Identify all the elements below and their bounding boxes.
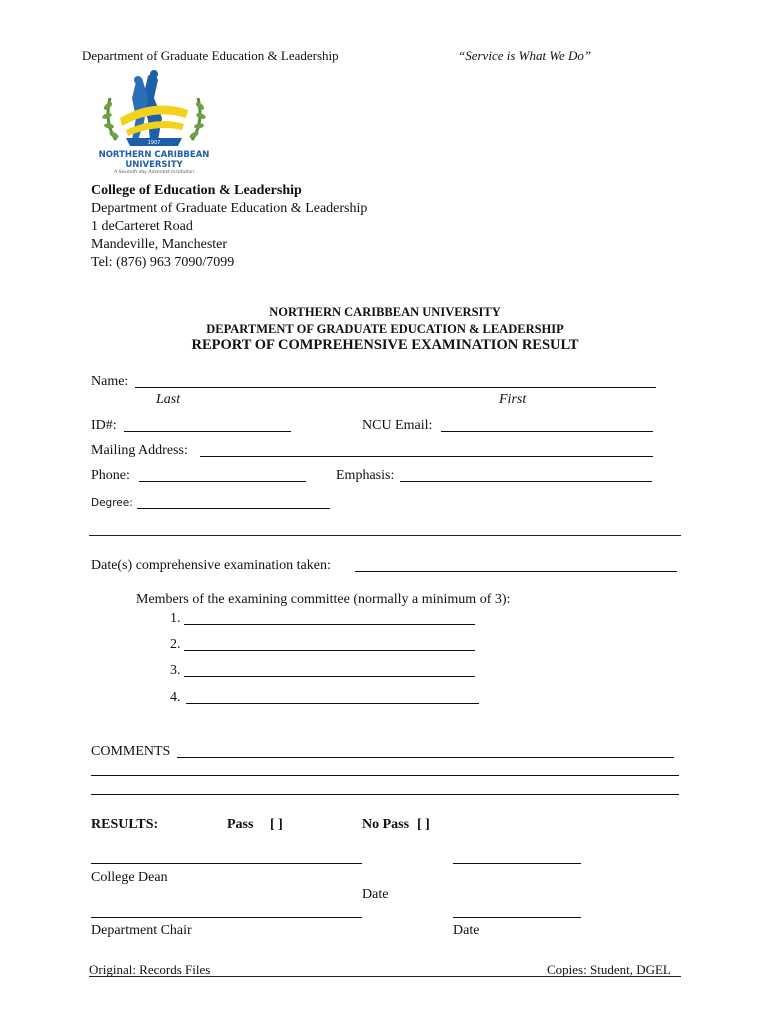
no-pass-checkbox[interactable]: [ ] [417,817,430,832]
logo-wordmark [96,150,212,176]
pass-label: Pass [227,817,254,832]
name-label: Name: [91,374,129,389]
comments-field[interactable] [91,761,679,776]
header-department: Department of Graduate Education & Leadership [82,48,339,63]
committee-member-field[interactable] [184,636,475,651]
address-department: Department of Graduate Education & Leadership [91,201,368,216]
title-department: DEPARTMENT OF GRADUATE EDUCATION & LEADERSHIP [206,322,564,336]
committee-member-field[interactable] [184,610,475,625]
comments-label: COMMENTS [91,744,171,759]
committee-member-field[interactable] [184,662,475,677]
no-pass-label: No Pass [362,817,410,832]
results-label: RESULTS: [91,817,159,832]
pass-checkbox[interactable]: [ ] [270,817,283,832]
member-number: 2. [170,637,181,652]
chair-date-line[interactable] [453,917,581,918]
footer-copies: Copies: Student, DGEL [547,962,671,977]
emphasis-field[interactable] [400,467,652,482]
name-field[interactable] [135,373,656,388]
degree-label: Degree: [91,497,133,509]
logo-tagline: A Seventh-day Adventist Institution [114,170,194,175]
member-number: 3. [170,663,181,678]
email-field[interactable] [441,417,653,432]
chair-caption: Department Chair [91,923,192,938]
address-city: Mandeville, Manchester [91,237,228,252]
first-name-caption: First [499,392,527,407]
college-name: College of Education & Leadership [91,183,302,198]
phone-field[interactable] [139,467,306,482]
chair-signature-line[interactable] [91,917,362,918]
address-street: 1 deCarteret Road [91,219,193,234]
title-university: NORTHERN CARIBBEAN UNIVERSITY [269,305,501,319]
exam-dates-field[interactable] [355,557,677,572]
logo-line2: UNIVERSITY [125,160,183,170]
mailing-label: Mailing Address: [91,443,188,458]
member-number: 4. [170,690,181,705]
degree-field[interactable] [137,494,330,509]
title-report: REPORT OF COMPREHENSIVE EXAMINATION RESULT [191,337,579,353]
footer-original: Original: Records Files [89,962,211,977]
chair-date-caption: Date [453,923,480,938]
dean-date-caption: Date [362,887,389,902]
id-label: ID#: [91,418,117,433]
dean-date-line[interactable] [453,863,581,864]
id-field[interactable] [124,417,291,432]
mailing-address-field[interactable] [200,442,653,457]
university-logo [96,68,212,180]
last-name-caption: Last [156,392,181,407]
footer-rule [89,976,681,977]
committee-member-field[interactable] [186,689,479,704]
section-divider [89,535,681,536]
phone-label: Phone: [91,468,130,483]
address-tel: Tel: (876) 963 7090/7099 [91,255,235,270]
comments-field[interactable] [91,780,679,795]
dean-signature-line[interactable] [91,863,362,864]
email-label: NCU Email: [362,418,433,433]
comments-field[interactable] [177,743,674,758]
logo-year: 1907 [147,140,161,146]
committee-label: Members of the examining committee (normally a minimum of 3): [136,592,511,607]
emphasis-label: Emphasis: [336,468,395,483]
member-number: 1. [170,611,181,626]
dean-caption: College Dean [91,870,168,885]
header-motto: “Service is What We Do” [458,48,592,63]
exam-dates-label: Date(s) comprehensive examination taken: [91,558,331,573]
logo-line1: NORTHERN CARIBBEAN [98,150,210,160]
